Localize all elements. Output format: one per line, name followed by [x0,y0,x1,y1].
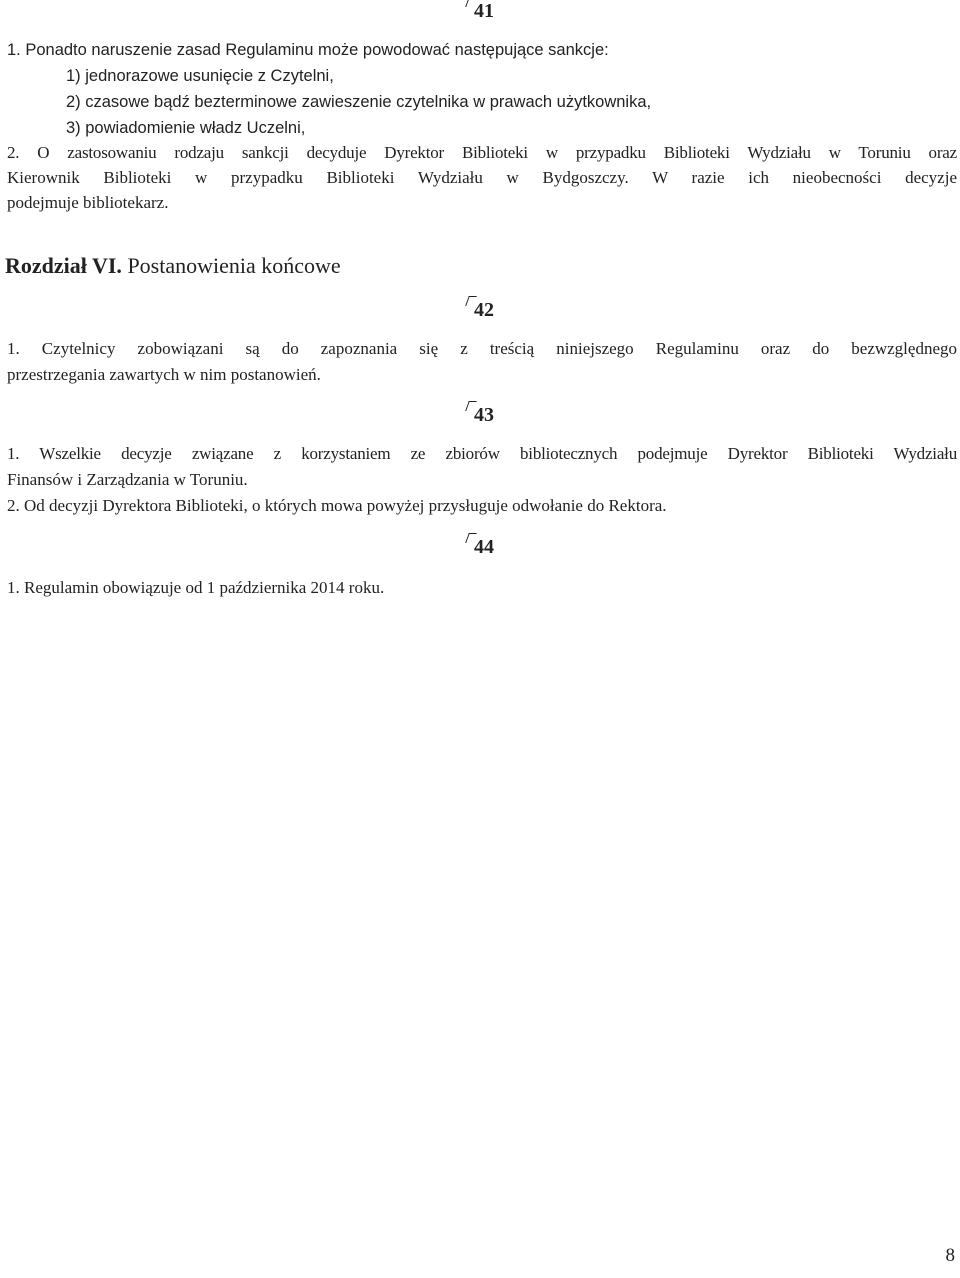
chapter-name: Postanowienia końcowe [121,253,341,278]
section-43-heading: 43 [466,401,494,428]
s41-item-3: 3) powiadomienie władz Uczelni, [66,119,306,137]
s41-paragraph-1: 1. Ponadto naruszenie zasad Regulaminu może powodować następujące sankcje: [7,41,609,59]
page-number: 8 [945,1245,955,1266]
section-mark-icon [466,533,474,543]
s41-paragraph-2-line-1: 2. O zastosowaniu rodzaju sankcji decyduje Dyrektor Biblioteki w przypadku Biblioteki Wydziału w Toruniu oraz [7,143,957,162]
chapter-number: Rozdział VI. [5,253,122,278]
chapter-title [5,252,341,280]
s41-item-1: 1) jednorazowe usunięcie z Czytelni, [66,67,334,85]
section-mark-icon [466,401,474,411]
section-41-heading: 41 [466,0,494,24]
section-mark-icon [466,0,474,7]
section-mark-icon [466,296,474,306]
s44-paragraph-1: 1. Regulamin obowiązuje od 1 października 2014 roku. [7,578,385,597]
section-42-heading: 42 [466,296,494,323]
s42-paragraph-1-line-1: 1. Czytelnicy zobowiązani są do zapoznania się z treścią niniejszego Regulaminu oraz do bezwzględnego [7,339,957,358]
s43-paragraph-1-line-2: Finansów i Zarządzania w Toruniu. [7,470,248,489]
s41-paragraph-2-line-2: Kierownik Biblioteki w przypadku Biblioteki Wydziału w Bydgoszczy. W razie ich nieobecności decyzje [7,168,957,187]
s43-paragraph-2: 2. Od decyzji Dyrektora Biblioteki, o których mowa powyżej przysługuje odwołanie do Rektora. [7,496,667,515]
section-44-heading: 44 [466,533,494,560]
s43-paragraph-1-line-1: 1. Wszelkie decyzje związane z korzystaniem ze zbiorów bibliotecznych podejmuje Dyrektor Biblioteki Wydziału [7,444,957,463]
s41-paragraph-2-line-3: podejmuje bibliotekarz. [7,193,169,212]
s42-paragraph-1-line-2: przestrzegania zawartych w nim postanowień. [7,365,321,384]
s41-item-2: 2) czasowe bądź bezterminowe zawieszenie czytelnika w prawach użytkownika, [66,93,652,111]
